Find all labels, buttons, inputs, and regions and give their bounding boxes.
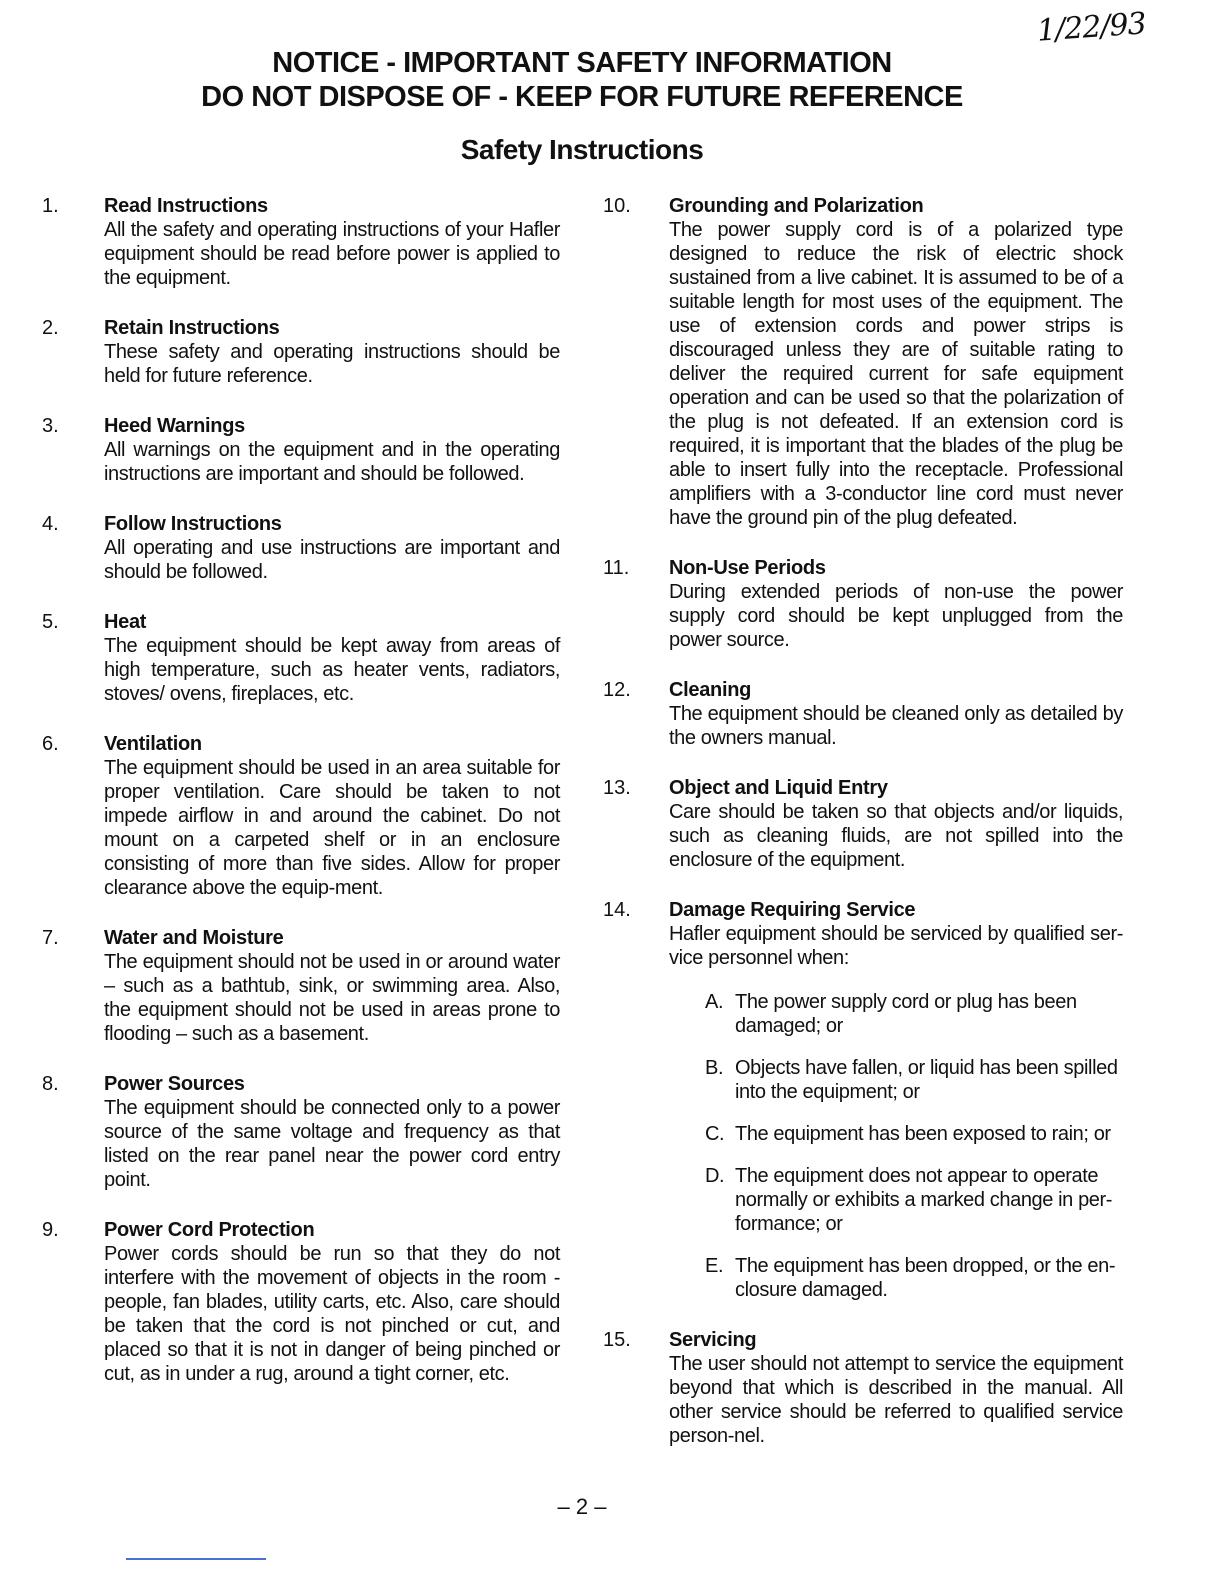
sub-item-text: The equipment has been exposed to rain; or	[735, 1123, 1111, 1145]
item-body: The equipment should be connected only to a power source of the same voltage and frequency as that listed on the rear panel near the power cord entry point.	[104, 1097, 560, 1191]
right-column	[603, 194, 1123, 1448]
list-item	[603, 776, 1123, 872]
item-number: 13.	[603, 777, 631, 799]
item-number: 1.	[42, 195, 59, 217]
list-item	[42, 732, 560, 900]
item-body: The equipment should not be used in or around water – such as a bathtub, sink, or swimming area. Also, the equipment should not be used in areas prone to flooding – such as a basement.	[104, 951, 560, 1045]
item-number: 3.	[42, 415, 59, 437]
item-title: Grounding and Polarization	[669, 195, 924, 217]
item-title: Cleaning	[669, 679, 752, 701]
item-number: 6.	[42, 733, 59, 755]
item-number: 10.	[603, 195, 631, 217]
item-number: 14.	[603, 899, 631, 921]
item-number: 9.	[42, 1219, 59, 1241]
service-conditions-list	[669, 990, 1123, 1302]
item-number: 4.	[42, 513, 59, 535]
notice-line-1: NOTICE - IMPORTANT SAFETY INFORMATION	[272, 47, 892, 79]
list-item	[42, 1218, 560, 1386]
item-number: 8.	[42, 1073, 59, 1095]
notice-line-2: DO NOT DISPOSE OF - KEEP FOR FUTURE REFERENCE	[201, 81, 963, 113]
sub-item-letter: C.	[705, 1123, 725, 1145]
list-item	[42, 194, 560, 290]
item-body: These safety and operating instructions should be held for future reference.	[104, 341, 560, 387]
item-title: Object and Liquid Entry	[669, 777, 888, 799]
list-item	[603, 678, 1123, 750]
item-title: Damage Requiring Service	[669, 899, 916, 921]
item-title: Retain Instructions	[104, 317, 280, 339]
sub-item-letter: E.	[705, 1255, 724, 1277]
item-title: Water and Moisture	[104, 927, 284, 949]
sub-item-letter: D.	[705, 1165, 725, 1187]
item-body: The equipment should be kept away from areas of high temperature, such as heater vents, radiators, stoves/ ovens, fireplaces, etc.	[104, 635, 560, 705]
item-body: The user should not attempt to service the equipment beyond that which is described in the manual. All other service should be referred to qualified service person-nel.	[669, 1353, 1123, 1447]
item-body: The equipment should be used in an area suitable for proper ventilation. Care should be taken to not impede airflow in and around the cabinet. Do not mount on a carpeted shelf or in an enclosure consisting of more than five sides. Allow for proper clearance above the equip-ment.	[104, 757, 560, 899]
sub-list-item	[705, 1254, 1123, 1302]
list-item	[603, 194, 1123, 530]
list-item	[42, 316, 560, 388]
item-title: Power Cord Protection	[104, 1219, 315, 1241]
sub-item-text: The equipment has been dropped, or the en-closure damaged.	[735, 1255, 1116, 1301]
sub-list-item	[705, 1164, 1123, 1236]
item-number: 5.	[42, 611, 59, 633]
item-body: Power cords should be run so that they do not interfere with the movement of objects in the room - people, fan blades, utility carts, etc. Also, care should be taken that the cord is not pinched or cut, and placed so that it is not in danger of being pinched or cut, as in under a rug, around a tight corner, etc.	[104, 1243, 560, 1385]
item-title: Heed Warnings	[104, 415, 245, 437]
item-body: Care should be taken so that objects and/or liquids, such as cleaning fluids, are not spilled into the enclosure of the equipment.	[669, 801, 1123, 871]
sub-item-letter: B.	[705, 1057, 724, 1079]
item-number: 15.	[603, 1329, 631, 1351]
item-title: Heat	[104, 611, 147, 633]
list-item	[42, 610, 560, 706]
item-title: Power Sources	[104, 1073, 245, 1095]
item-title: Ventilation	[104, 733, 202, 755]
list-item	[42, 1072, 560, 1192]
item-number: 11.	[603, 557, 630, 579]
list-item	[42, 926, 560, 1046]
sub-item-letter: A.	[705, 991, 724, 1013]
list-item	[603, 1328, 1123, 1448]
item-body: All warnings on the equipment and in the operating instructions are important and should be followed.	[104, 439, 560, 485]
left-column	[42, 194, 560, 1386]
sub-list-item	[705, 990, 1123, 1038]
handwritten-date-annotation: 1/22/93	[1036, 6, 1148, 49]
item-body: During extended periods of non-use the power supply cord should be kept unplugged from the power source.	[669, 581, 1123, 651]
section-title: Safety Instructions	[460, 134, 704, 165]
sub-list-item	[705, 1056, 1123, 1104]
item-number: 2.	[42, 317, 59, 339]
list-item	[603, 556, 1123, 652]
item-body: All the safety and operating instructions of your Hafler equipment should be read before power is applied to the equipment.	[104, 219, 560, 289]
sub-list-item	[705, 1122, 1123, 1146]
item-title: Read Instructions	[104, 195, 268, 217]
sub-item-text: The equipment does not appear to operate normally or exhibits a marked change in per-formance; or	[735, 1165, 1113, 1235]
item-title: Non-Use Periods	[669, 557, 826, 579]
item-body: All operating and use instructions are important and should be followed.	[104, 537, 560, 583]
item-title: Follow Instructions	[104, 513, 282, 535]
item-number: 7.	[42, 927, 59, 949]
footer-rule	[126, 1558, 266, 1560]
page-number: – 2 –	[557, 1494, 607, 1519]
list-item	[603, 898, 1123, 1302]
list-item	[42, 512, 560, 584]
item-body: Hafler equipment should be serviced by qualified ser-vice personnel when:	[669, 923, 1123, 969]
item-number: 12.	[603, 679, 631, 701]
item-body: The equipment should be cleaned only as detailed by the owners manual.	[669, 703, 1123, 749]
sub-item-text: The power supply cord or plug has been damaged; or	[735, 991, 1077, 1037]
notice-header	[0, 46, 1164, 114]
item-title: Servicing	[669, 1329, 757, 1351]
sub-item-text: Objects have fallen, or liquid has been spilled into the equipment; or	[735, 1057, 1118, 1103]
list-item	[42, 414, 560, 486]
item-body: The power supply cord is of a polarized type designed to reduce the risk of electric shock sustained from a live cabinet. It is assumed to be of a suitable length for most uses of the equipment. The use of extension cords and power strips is discouraged unless they are of suitable rating to deliver the required current for safe equipment operation and can be used so that the polarization of the plug is not defeated. If an extension cord is required, it is important that the blades of the plug be able to insert fully into the receptacle. Professional amplifiers with a 3-conductor line cord must never have the ground pin of the plug defeated.	[669, 219, 1123, 529]
